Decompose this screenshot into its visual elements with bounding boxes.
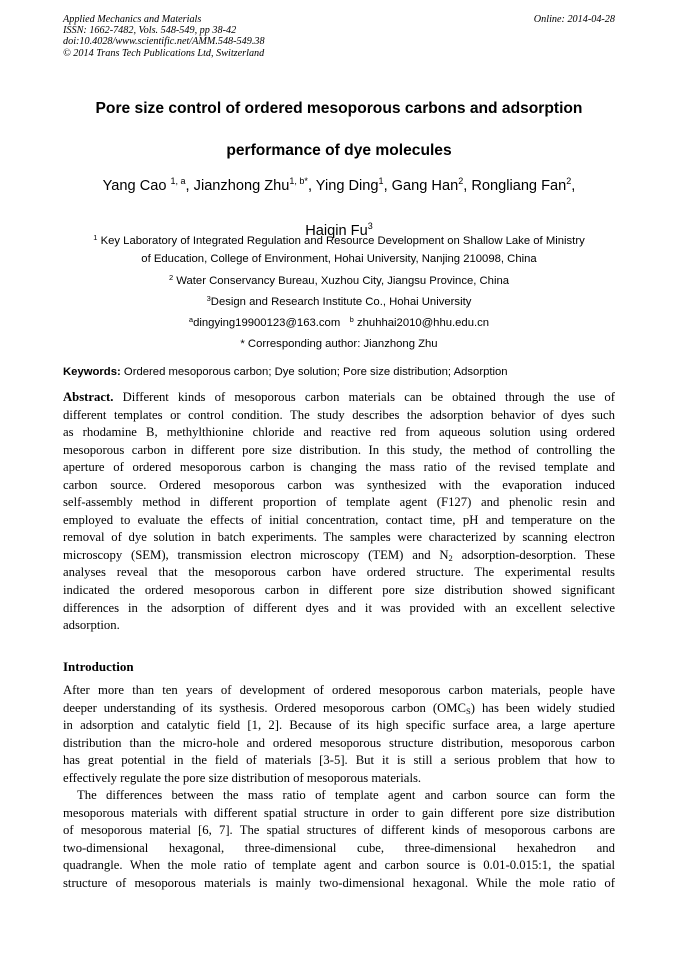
author-sup: 1, a [170, 176, 186, 186]
abstract-line: adsorption. [63, 618, 120, 633]
authors-line-1: Yang Cao $^{1, a}$, Jianzhong Zhu$^{1, b*}$, Ying Ding$^1$, Gang Han$^2$, Rongliang Fan$^2$, [102, 176, 576, 194]
intro-line: has great potential in the field of materials [3-5]. But it is still a serious problem that how to [63, 753, 615, 768]
author-name: Jianzhong Zhu [193, 178, 290, 194]
author-name: Gang Han [391, 178, 459, 194]
abstract-line: employed to evaluate the effects of initial concentration, contact time, pH and temperature on the [63, 512, 615, 527]
affiliation-text: Key Laboratory of Integrated Regulation and Resource Development on Shallow Lake of Ministry [100, 235, 585, 247]
author-sup: 1, b* [289, 176, 308, 186]
keywords [63, 364, 615, 380]
abstract-line: mesoporous carbon in different pore size distribution. In this study, the method of controlling the [63, 442, 615, 457]
author-sup: 2 [566, 176, 572, 186]
abstract-line: aperture of ordered mesoporous carbon is changing the mass ratio of the revised template and [63, 460, 615, 475]
affiliation-1-line-1 [63, 232, 615, 250]
abstract-line: as rhodamine B, methylthionine chloride and reactive red from aqueous solution using ordered [63, 425, 615, 440]
keywords-text: Ordered mesoporous carbon; Dye solution; Pore size distribution; Adsorption [123, 366, 508, 378]
abstract-line: differences in the adsorption of different dyes and it was provided with an excellent selective [63, 600, 615, 615]
intro-line: two-dimensional hexagonal, three-dimensional cube, three-dimensional hexahedron and [63, 840, 615, 855]
intro-line: distribution than the micro-hole and ordered mesoporous structure distribution, mesoporous carbon [63, 735, 615, 750]
abstract-line: microscopy (SEM), transmission electron microscopy (TEM) and $N_2$ adsorption-desorption. These [63, 547, 615, 563]
email-sup: b [349, 315, 354, 324]
title-line-1: Pore size control of ordered mesoporous carbons and adsorption [95, 100, 583, 117]
affiliation-sup: 1 [93, 233, 98, 242]
author-name: Haiqin Fu [305, 223, 368, 239]
affiliation-sup: 3 [206, 294, 211, 303]
author-sup: 1 [378, 176, 384, 186]
abstract [63, 389, 615, 635]
email-b[interactable]: zhuhhai2010@hhu.edu.cn [356, 317, 490, 329]
abstract-line: indicated the ordered mesoporous carbon in different pore size distribution showed significant [63, 583, 615, 598]
affiliation-3 [63, 293, 615, 311]
intro-line: quadrangle. When the mole ratio of template agent and carbon source is 0.01-0.015:1, the spatial [63, 858, 615, 873]
intro-line: The differences between the mass ratio of template agent and carbon source can form the [77, 788, 615, 803]
author-name: Ying Ding [315, 178, 379, 194]
journal-name: Applied Mechanics and Materials [63, 14, 202, 25]
intro-line: structure of mesoporous materials is mainly two-dimensional hexagonal. While the mole ratio of [63, 876, 615, 891]
email-line [63, 314, 615, 332]
intro-line: deeper understanding of its systhesis. Ordered mesoporous carbon $(OMC_S)$ has been widely studied [63, 700, 615, 716]
title-line-2: performance of dye molecules [226, 142, 452, 159]
intro-line: of mesoporous material [6, 7]. The spatial structures of different kinds of mesoporous carbons are [63, 823, 615, 838]
doi-line: doi:10.4028/www.scientific.net/AMM.548-549.38 [63, 36, 265, 48]
abstract-line: self-assembly method in different proportion of template agent (F127) and phenolic resin and [63, 495, 615, 510]
copyright-line: © 2014 Trans Tech Publications Ltd, Switzerland [63, 47, 265, 59]
abstract-label: Abstract. [63, 390, 114, 404]
abstract-line: analyses reveal that the mesoporous carbon have ordered structure. The experimental results [63, 565, 615, 580]
issn-line: ISSN: 1662-7482, Vols. 548-549, pp 38-42 [63, 25, 237, 37]
keywords-label: Keywords: [63, 366, 121, 378]
section-heading-introduction: Introduction [63, 659, 134, 674]
abstract-line: removal of dye solution in batch experiments. The samples were characterized by scanning electron [63, 530, 615, 545]
paper-title [63, 88, 615, 172]
email-sup: a [188, 315, 194, 324]
intro-line: mesoporous materials with different spatial structure in order to gain different pore size distribution [63, 805, 615, 820]
journal-header [63, 14, 615, 59]
intro-line: in adsorption and catalytic field [1, 2]. Because of its high specific surface area, a large aperture [63, 718, 615, 733]
affiliation-1-line-2: of Education, College of Environment, Hohai University, Nanjing 210098, China [141, 253, 537, 265]
corresponding-author: * Corresponding author: Jianzhong Zhu [240, 338, 438, 350]
abstract-line: Abstract. Different kinds of mesoporous carbon materials can be obtained through the use of [63, 390, 615, 404]
affiliation-text: Water Conservancy Bureau, Xuzhou City, Jiangsu Province, China [176, 275, 510, 287]
affiliation-text: Design and Research Institute Co., Hohai University [210, 296, 472, 308]
author-name: Rongliang Fan [471, 178, 567, 194]
intro-line: After more than ten years of development of ordered mesoporous carbon materials, people have [63, 683, 615, 697]
intro-line: effectively regulate the pore size distribution of mesoporous materials. [63, 770, 422, 785]
abstract-line: different templates or control condition. The study describes the adsorption behavior of dyes such [63, 407, 615, 422]
author-sup: 2 [458, 176, 464, 186]
author-sup: 3 [367, 221, 373, 231]
affiliation-1 [63, 232, 615, 268]
online-date: Online: 2014-04-28 [533, 14, 615, 25]
affiliation-2 [63, 272, 615, 290]
affiliation-sup: 2 [168, 273, 174, 282]
author-name: Yang Cao [102, 178, 167, 194]
introduction-body [63, 682, 615, 893]
abstract-line: carbon source. Ordered mesoporous carbon was synthesized with the evaporation induced [63, 477, 615, 492]
email-a[interactable]: dingying19900123@163.com [193, 317, 341, 329]
